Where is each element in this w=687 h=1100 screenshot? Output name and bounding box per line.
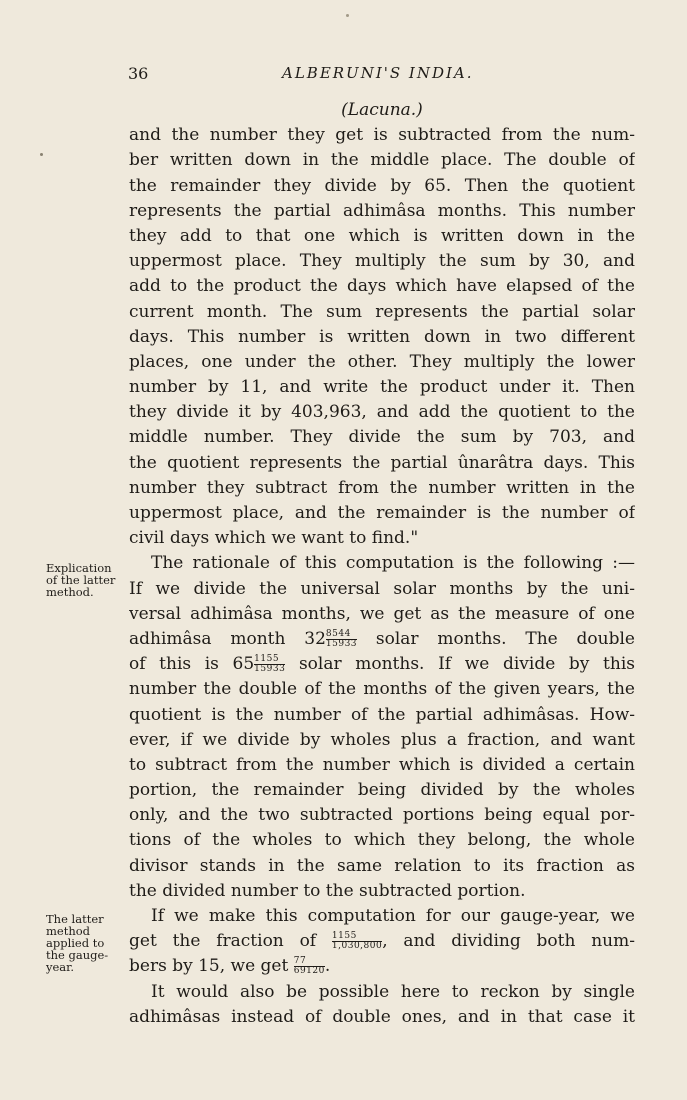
- text-line: portion, the remainder being divided by the wholes: [129, 780, 635, 801]
- text-line: quotient is the number of the partial adhimâsas. How-: [129, 704, 635, 725]
- text-line: tions of the wholes to which they belong, the whole: [129, 830, 635, 851]
- text-line: uppermost place, and the remainder is the number of: [129, 503, 635, 523]
- text-line: number they subtract from the number written in the: [129, 477, 635, 498]
- lacuna-heading: (Lacuna.): [341, 100, 423, 120]
- text-line: the remainder they divide by 65. Then the quotient: [129, 175, 635, 196]
- text-line: places, one under the other. They multiply the lower: [129, 351, 635, 372]
- text-line: they divide it by 403,963, and add the quotient to the: [129, 402, 635, 423]
- text-line: The rationale of this computation is the following :—: [151, 553, 635, 574]
- running-header: [128, 64, 634, 88]
- text-line: only, and the two subtracted portions being equal por-: [129, 805, 635, 826]
- text-line: days. This number is written down in two different: [129, 326, 635, 347]
- body-text: [129, 98, 635, 1030]
- text-line: civil days which we want to find.": [129, 528, 419, 549]
- margin-mark: [40, 153, 43, 156]
- paper-speck: [346, 14, 349, 17]
- fraction: $\frac{1155}{15933}$: [254, 654, 286, 675]
- text-line: uppermost place. They multiply the sum by 30, and: [129, 251, 635, 272]
- fraction: $\frac{1155}{1,030,800}$: [331, 931, 383, 952]
- text-line: the quotient represents the partial ûnarâtra days. This: [129, 452, 635, 473]
- text-line: the divided number to the subtracted portion.: [129, 880, 526, 901]
- running-title: ALBERUNI'S INDIA.: [282, 64, 474, 82]
- text-line: add to the product the days which have elapsed of the: [129, 276, 635, 297]
- text-line: they add to that one which is written down in the: [129, 225, 635, 246]
- fraction: $\frac{77}{69120}$: [293, 956, 325, 977]
- text-line: If we make this computation for our gauge-year, we: [151, 906, 635, 926]
- text-line: ber written down in the middle place. The double of: [129, 150, 635, 171]
- text-line: represents the partial adhimâsa months. This number: [129, 200, 635, 221]
- text-line: to subtract from the number which is divided a certain: [129, 754, 635, 775]
- fraction-line: adhimâsa month 32 $\frac{8544}{15933}$ solar months. The double: [129, 628, 635, 649]
- fraction-line: bers by 15, we get $\frac{77}{69120}$ .: [129, 956, 331, 977]
- text-line: versal adhimâsa months, we get as the measure of one: [129, 603, 635, 624]
- text-line: number by 11, and write the product under it. Then: [129, 377, 635, 398]
- fraction: $\frac{8544}{15933}$: [325, 628, 358, 649]
- text-line: middle number. They divide the sum by 703, and: [129, 427, 635, 448]
- text-line: ever, if we divide by wholes plus a fraction, and want: [129, 729, 635, 750]
- text-line: It would also be possible here to reckon by single: [151, 981, 635, 1002]
- text-line: number the double of the months of the given years, the: [129, 679, 635, 700]
- text-line: and the number they get is subtracted from the num-: [129, 125, 635, 146]
- text-line: If we divide the universal solar months by the uni-: [129, 578, 635, 599]
- fraction-line: of this is 65 $\frac{1155}{15933}$ solar months. If we divide by this: [129, 654, 635, 675]
- text-line: current month. The sum represents the partial solar: [129, 301, 635, 322]
- text-line: adhimâsas instead of double ones, and in that case it: [129, 1006, 635, 1027]
- fraction-line: get the fraction of $\frac{1155}{1,030,800}$ , and dividing both num-: [129, 931, 635, 952]
- text-line: divisor stands in the same relation to its fraction as: [129, 855, 635, 876]
- side-note-explication: Explication of the latter method.: [46, 561, 116, 599]
- side-note-gauge-year: The latter method applied to the gauge- year.: [46, 912, 109, 974]
- page-number: 36: [128, 64, 149, 83]
